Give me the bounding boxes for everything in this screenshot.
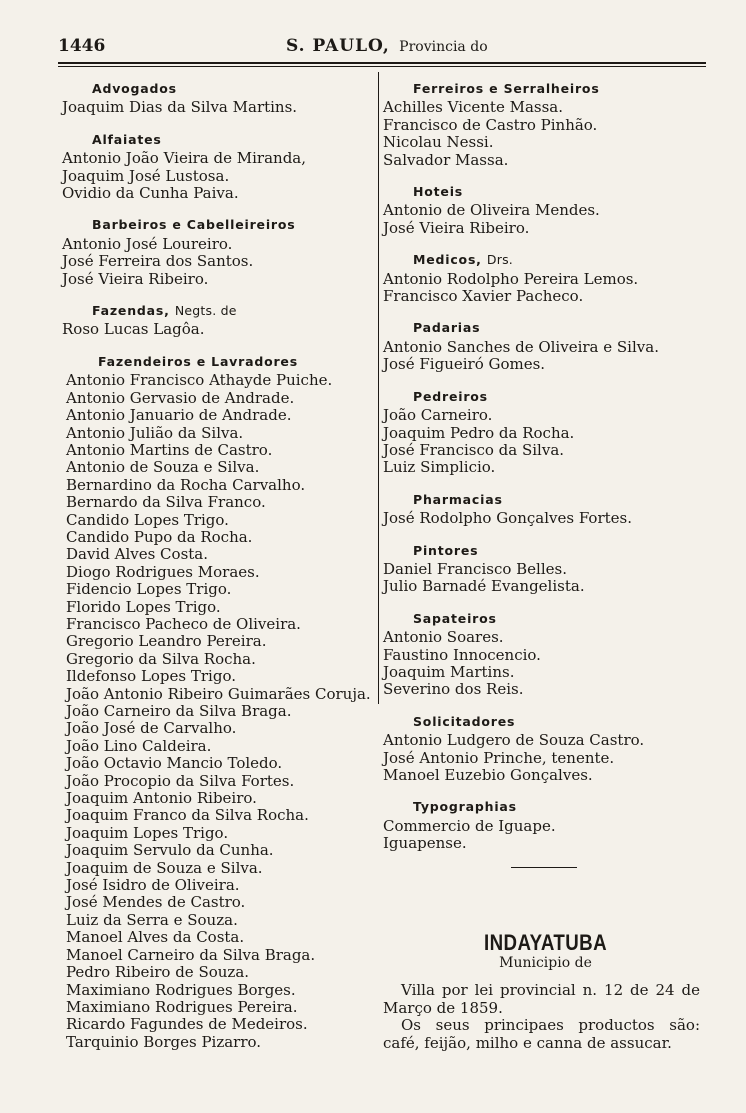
list-item: Joaquim Pedro da Rocha. [383,423,575,442]
section-padarias [383,319,708,373]
section-heading: Ferreiros e Serralheiros [413,81,600,96]
list-item: José Vieira Ribeiro. [383,218,530,237]
town-paragraph-2: Os seus principaes productos são: café, feijão, milho e canna de assucar. [383,1016,700,1052]
list-item: Manoel Carneiro da Silva Braga. [66,945,316,964]
list-item: Gregorio da Silva Rocha. [66,649,256,668]
town-paragraph-1: Villa por lei provincial n. 12 de 24 de Março de 1859. [383,981,700,1017]
list-item: Salvador Massa. [383,150,509,169]
section-alfaiates [62,131,378,203]
list-item: Antonio Soares. [383,628,504,647]
list-item: Antonio Gervasio de Andrade. [66,388,295,407]
list-item: José Vieira Ribeiro. [62,269,209,288]
municipio-label: Municipio de [499,955,592,972]
section-heading: Barbeiros e Cabelleireiros [92,217,296,233]
section-heading: Advogados [92,81,177,96]
list-item: Nicolau Nessi. [383,133,494,152]
list-item: Manoel Euzebio Gonçalves. [383,766,593,784]
list-item: José Figueiró Gomes. [383,355,546,374]
section-heading: Fazendeiros e Lavradores [98,353,298,369]
header-rule [58,62,706,64]
section-heading: Hoteis [413,184,464,200]
list-item: Bernardo da Silva Franco. [66,493,266,512]
list-item: Joaquim Antonio Ribeiro. [66,789,257,808]
list-item: Antonio Julião da Silva. [66,423,244,442]
list-item: Antonio de Oliveira Mendes. [383,201,600,220]
section-typographias [383,798,708,852]
list-item: Severino dos Reis. [383,680,524,699]
list-item: Julio Barnadé Evangelista. [383,577,585,596]
list-item: José Francisco da Silva. [383,440,565,459]
header-rule-thin [58,66,706,67]
list-item: José Rodolpho Gonçalves Fortes. [383,509,632,528]
town-title: INDAYATUBA [483,929,608,955]
section-ferreiros-e-serralheiros [383,80,708,169]
section-hoteis [383,183,708,237]
list-item: João Carneiro. [383,406,493,425]
section-heading: Pedreiros [413,388,488,404]
list-item: José Isidro de Oliveira. [66,876,240,895]
fazendeiros-list [62,372,378,1051]
list-item: Francisco Pacheco de Oliveira. [66,614,301,633]
list-item: João Antonio Ribeiro Guimarães Coruja. [66,684,371,703]
section-separator [511,867,577,868]
list-item: João Lino Caldeira. [66,736,212,755]
section-heading: Fazendas, Negts. de [92,303,237,319]
section-heading: Pharmacias [413,491,503,507]
list-item: João Octavio Mancio Toledo. [66,754,283,773]
section-heading: Pintores [413,542,479,558]
list-item: João José de Carvalho. [66,719,237,738]
list-item: João Carneiro da Silva Braga. [66,702,292,720]
list-item: José Ferreira dos Santos. [62,252,254,271]
list-item: Joaquim Servulo da Cunha. [66,841,274,860]
list-item: Manoel Alves da Costa. [66,928,245,947]
list-item: Bernardino da Rocha Carvalho. [66,475,306,494]
section-heading: Sapateiros [413,610,497,626]
list-item: Antonio Martins de Castro. [66,440,273,459]
list-item: Daniel Francisco Belles. [383,559,567,578]
list-item: Joaquim Franco da Silva Rocha. [66,806,309,825]
section-pedreiros [383,388,708,477]
right-sections [383,80,708,853]
list-item: Joaquim Martins. [383,662,515,681]
list-item: Ricardo Fagundes de Medeiros. [66,1015,308,1034]
left-column [62,80,378,1065]
list-item: Luiz Simplicio. [383,458,496,477]
right-column [383,80,708,1052]
list-item: Luiz da Serra e Souza. [66,910,238,929]
list-item: Gregorio Leandro Pereira. [66,632,267,651]
page-number: 1446 [58,36,106,56]
list-item: Joaquim Dias da Silva Martins. [62,98,298,117]
list-item: Diogo Rodrigues Moraes. [66,562,260,581]
list-item: Antonio Francisco Athayde Puiche. [66,371,333,390]
section-pintores [383,542,708,596]
list-item: Antonio de Souza e Silva. [66,458,260,477]
list-item: José Mendes de Castro. [66,893,246,912]
list-item: Antonio Rodolpho Pereira Lemos. [383,269,639,288]
list-item: Maximiano Rodrigues Borges. [66,980,296,999]
column-divider [378,72,379,704]
section-pharmacias [383,491,708,528]
section-heading: Alfaiates [92,131,162,147]
list-item: Tarquinio Borges Pizarro. [66,1032,262,1051]
town-description [383,982,708,1052]
list-item: David Alves Costa. [66,545,209,564]
list-item: Maximiano Rodrigues Pereira. [66,997,298,1016]
section-fazendeiros [62,353,378,1051]
list-item: Pedro Ribeiro de Souza. [66,963,250,982]
section-heading: Padarias [413,320,481,336]
list-item: Iguapense. [383,834,467,853]
list-item: Faustino Innocencio. [383,645,541,664]
running-title [286,36,488,56]
list-item: Fidencio Lopes Trigo. [66,580,232,599]
list-item: José Antonio Prinche, tenente. [383,748,615,767]
list-item: Ildefonso Lopes Trigo. [66,667,236,686]
section-heading: Typographias [413,799,517,815]
list-item: Roso Lucas Lagôa. [62,320,205,339]
section-barbeiros [62,216,378,288]
list-item: Antonio João Vieira de Miranda, [62,149,307,168]
section-sapateiros [383,610,708,699]
section-fazendas [62,302,378,339]
list-item: Achilles Vicente Massa. [383,98,564,117]
list-item: Joaquim de Souza e Silva. [66,858,263,877]
section-heading: Solicitadores [413,713,516,729]
running-title-main: S. PAULO, [286,36,390,56]
list-item: Antonio Januario de Andrade. [66,406,292,425]
list-item: Francisco de Castro Pinhão. [383,115,598,134]
list-item: Antonio Sanches de Oliveira e Silva. [383,337,659,356]
list-item: Commercio de Iguape. [383,816,556,835]
list-item: Antonio Ludgero de Souza Castro. [383,731,645,750]
list-item: Candido Lopes Trigo. [66,510,229,529]
section-advogados [62,80,378,117]
section-heading: Medicos, Drs. [413,252,513,268]
running-title-sub: Provincia do [399,39,488,55]
list-item: Joaquim José Lustosa. [62,166,230,185]
list-item: Candido Pupo da Rocha. [66,527,253,546]
list-item: Francisco Xavier Pacheco. [383,287,584,306]
section-medicos [383,251,708,305]
page-header [58,34,706,60]
list-item: Joaquim Lopes Trigo. [66,823,229,842]
list-item: Antonio José Loureiro. [62,234,233,253]
list-item: Ovidio da Cunha Paiva. [62,184,239,203]
list-item: Florido Lopes Trigo. [66,597,221,616]
section-solicitadores [383,713,708,785]
list-item: João Procopio da Silva Fortes. [66,771,295,790]
